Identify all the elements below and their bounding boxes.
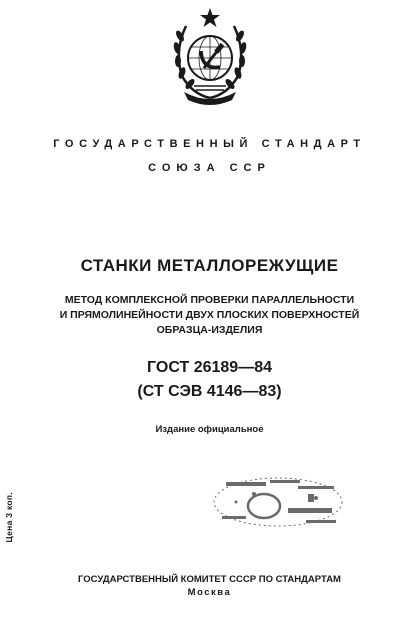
publisher-city: Москва [187, 587, 232, 598]
gost-number: ГОСТ 26189—84 [147, 359, 272, 376]
price-label: Цена 3 коп. [4, 492, 14, 543]
subtitle-line: МЕТОД КОМПЛЕКСНОЙ ПРОВЕРКИ ПАРАЛЛЕЛЬНОСТИ [64, 294, 355, 306]
publisher-name: ГОСУДАРСТВЕННЫЙ КОМИТЕТ СССР ПО СТАНДАРТАМ [78, 574, 341, 585]
subtitle-line: ОБРАЗЦА-ИЗДЕЛИЯ [156, 324, 263, 336]
header-ussr: СОЮЗА ССР [148, 162, 271, 174]
header-state-standard: ГОСУДАРСТВЕННЫЙ СТАНДАРТ [53, 138, 366, 150]
document-subtitle [0, 293, 419, 338]
subtitle-line: И ПРЯМОЛИНЕЙНОСТИ ДВУХ ПЛОСКИХ ПОВЕРХНОСТЕЙ [59, 309, 360, 321]
library-stamp-icon [208, 472, 348, 532]
document-title: СТАНКИ МЕТАЛЛОРЕЖУЩИЕ [80, 256, 339, 275]
st-sev-number: (СТ СЭВ 4146—83) [137, 383, 282, 400]
edition-label: Издание официальное [155, 424, 264, 435]
ussr-coat-of-arms-icon [168, 6, 252, 106]
standard-numbers [0, 356, 419, 404]
